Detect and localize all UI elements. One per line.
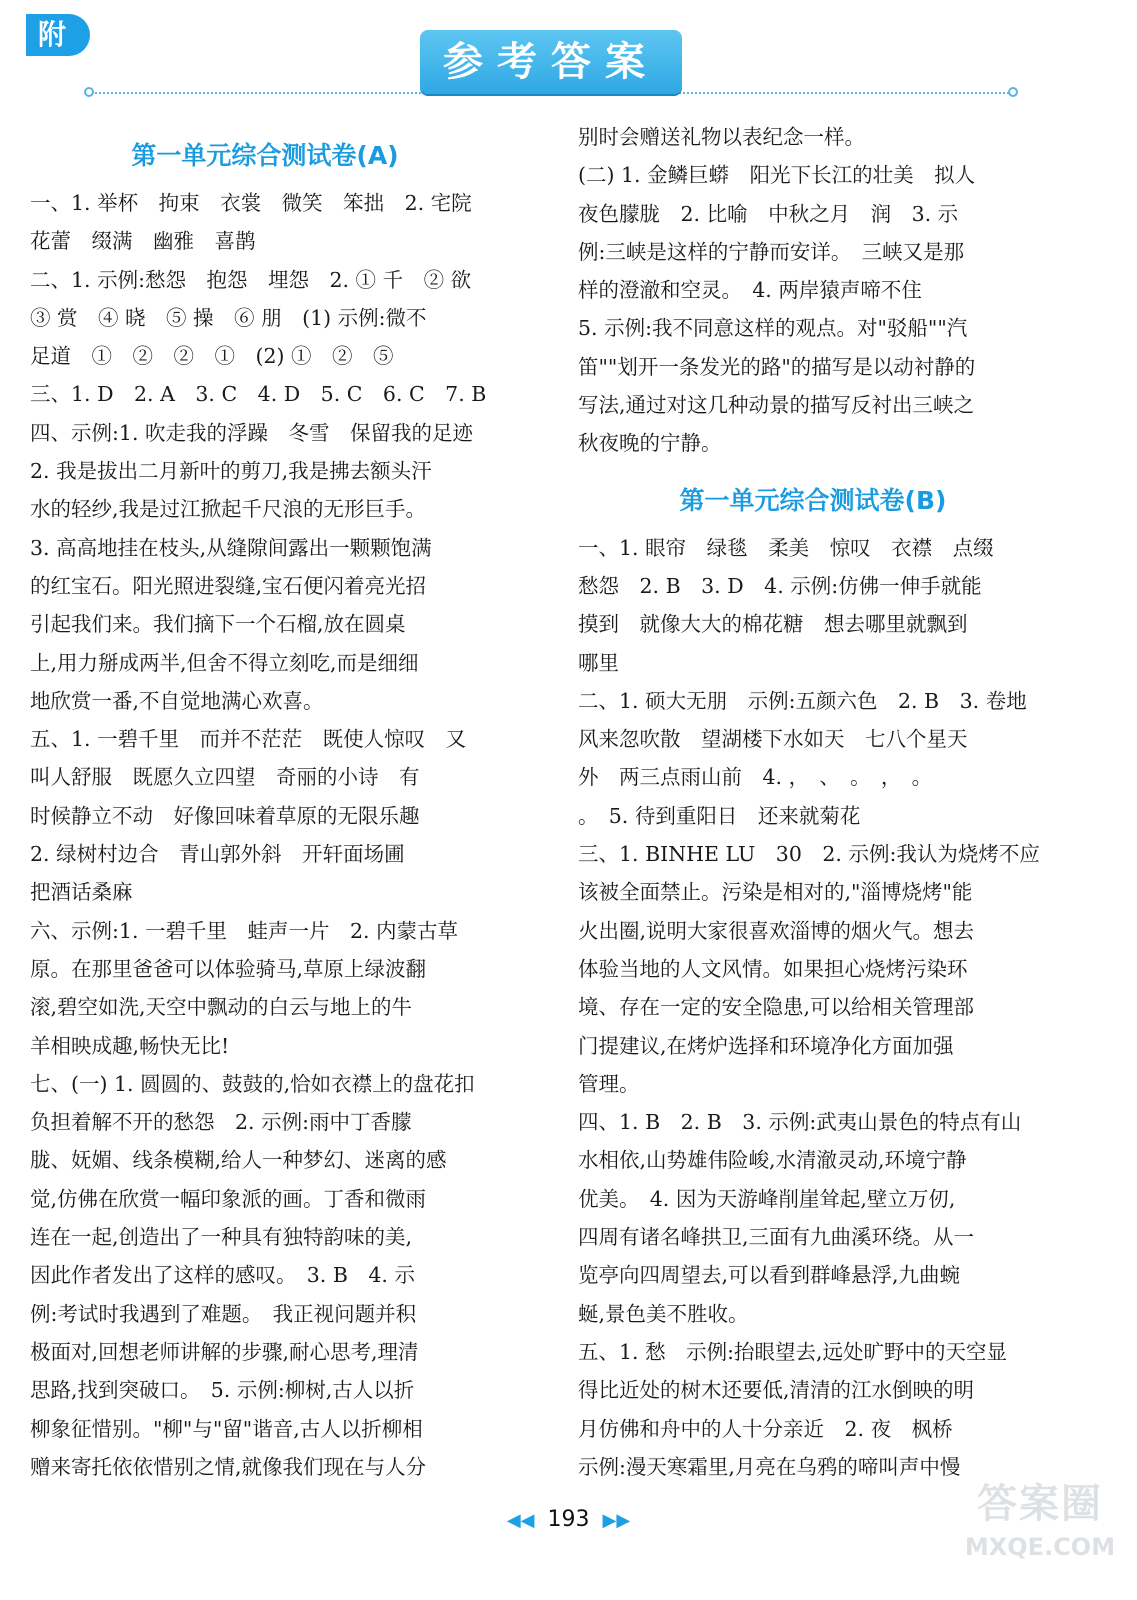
answer-line: 上,用力掰成两半,但舍不得立刻吃,而是细细 bbox=[30, 650, 419, 675]
section-title-a: 第一单元综合测试卷(A) bbox=[131, 141, 399, 170]
answer-line: 2. 我是拔出二月新叶的剪刀,我是拂去额头汗 bbox=[30, 459, 432, 484]
answer-line: 体验当地的人文风情。如果担心烧烤污染环 bbox=[578, 956, 968, 981]
watermark-url: MXQE.COM bbox=[964, 1533, 1116, 1561]
answer-line: 四、1. B 2. B 3. 示例:武夷山景色的特点有山 bbox=[578, 1110, 1022, 1135]
answer-line: 哪里 bbox=[578, 650, 619, 675]
answer-line: 连在一起,创造出了一种具有独特韵味的美, bbox=[30, 1225, 413, 1250]
answer-line: 示例:漫天寒霜里,月亮在乌鸦的啼叫声中慢 bbox=[578, 1454, 961, 1479]
section-title-b: 第一单元综合测试卷(B) bbox=[679, 485, 947, 515]
answer-line: 叫人舒服 既愿久立四望 奇丽的小诗 有 bbox=[30, 765, 420, 790]
answer-line: 胧、妩媚、线条模糊,给人一种梦幻、迷离的感 bbox=[30, 1148, 447, 1173]
answer-line: 该被全面禁止。污染是相对的,"淄博烧烤"能 bbox=[578, 880, 973, 905]
page-banner-title: 参考答案 bbox=[420, 30, 682, 94]
answer-line: 极面对,回想老师讲解的步骤,耐心思考,理清 bbox=[30, 1339, 419, 1364]
answer-line: 水相依,山势雄伟险峻,水清澈灵动,环境宁静 bbox=[578, 1148, 967, 1173]
next-arrow-icon: ▶▶ bbox=[602, 1510, 631, 1531]
answer-line: 把酒话桑麻 bbox=[30, 880, 133, 905]
answer-line: 因此作者发出了这样的感叹。 3. B 4. 示 bbox=[30, 1263, 415, 1288]
answer-line: 三、1. D 2. A 3. C 4. D 5. C 6. C 7. B bbox=[30, 382, 487, 407]
answer-line: 得比近处的树木还要低,清清的江水倒映的明 bbox=[578, 1378, 975, 1403]
answer-line: 夜色朦胧 2. 比喻 中秋之月 润 3. 示 bbox=[578, 201, 959, 226]
answer-line: 五、1. 愁 示例:抬眼望去,远处旷野中的天空显 bbox=[578, 1339, 1007, 1364]
answer-line: 风来忽吹散 望湖楼下水如天 七八个星天 bbox=[578, 727, 968, 752]
appendix-tab: 附 bbox=[26, 14, 90, 56]
answer-line: 一、1. 眼帘 绿毯 柔美 惊叹 衣襟 点缀 bbox=[578, 535, 994, 560]
answer-line: 蜒,景色美不胜收。 bbox=[578, 1301, 749, 1326]
answer-line: 三、1. BINHE LU 30 2. 示例:我认为烧烤不应 bbox=[578, 842, 1040, 867]
page-number: 193 bbox=[547, 1507, 590, 1532]
answer-line: 写法,通过对这几种动景的描写反衬出三峡之 bbox=[578, 393, 975, 418]
watermark-text: 答案圈 bbox=[977, 1481, 1103, 1527]
answer-line: 羊相映成趣,畅快无比! bbox=[30, 1033, 230, 1058]
answer-line: 优美。 4. 因为天游峰削崖耸起,壁立万仞, bbox=[578, 1186, 956, 1211]
answer-line: 四、示例:1. 吹走我的浮躁 冬雪 保留我的足迹 bbox=[30, 420, 473, 445]
answer-line: 管理。 bbox=[578, 1071, 640, 1096]
answer-line: 柳象征惜别。"柳"与"留"谐音,古人以折柳相 bbox=[30, 1416, 423, 1441]
answer-line: 火出圈,说明大家很喜欢淄博的烟火气。想去 bbox=[578, 918, 975, 943]
answer-line: 例:考试时我遇到了难题。 我正视问题并积 bbox=[30, 1301, 417, 1326]
answer-line: ③ 赏 ④ 晓 ⑤ 操 ⑥ 朋 (1) 示例:微不 bbox=[30, 305, 427, 330]
right-answer-lines-bottom bbox=[578, 529, 1048, 1486]
answer-line: 滚,碧空如洗,天空中飘动的白云与地上的牛 bbox=[30, 995, 413, 1020]
answer-line: 原。在那里爸爸可以体验骑马,草原上绿波翻 bbox=[30, 956, 427, 981]
answer-line: 负担着解不开的愁怨 2. 示例:雨中丁香朦 bbox=[30, 1110, 412, 1135]
answer-line: 样的澄澈和空灵。 4. 两岸猿声啼不住 bbox=[578, 278, 922, 303]
answer-line: 觉,仿佛在欣赏一幅印象派的画。丁香和微雨 bbox=[30, 1186, 427, 1211]
answer-line: 水的轻纱,我是过江掀起千尺浪的无形巨手。 bbox=[30, 497, 427, 522]
answer-line: 门提建议,在烤炉选择和环境净化方面加强 bbox=[578, 1033, 954, 1058]
answer-line: 秋夜晚的宁静。 bbox=[578, 431, 722, 456]
answer-line: 花蕾 缀满 幽雅 喜鹊 bbox=[30, 229, 256, 254]
answer-line: 月仿佛和舟中的人十分亲近 2. 夜 枫桥 bbox=[578, 1416, 953, 1441]
answer-line: 愁怨 2. B 3. D 4. 示例:仿佛一伸手就能 bbox=[578, 573, 982, 598]
answer-line: 六、示例:1. 一碧千里 蛙声一片 2. 内蒙古草 bbox=[30, 918, 459, 943]
answer-line: 览亭向四周望去,可以看到群峰悬浮,九曲蜿 bbox=[578, 1263, 961, 1288]
answer-line: 笛""划开一条发光的路"的描写是以动衬静的 bbox=[578, 354, 976, 379]
answer-line: 。 5. 待到重阳日 还来就菊花 bbox=[578, 803, 861, 828]
answer-line: 二、1. 示例:愁怨 抱怨 埋怨 2. ① 千 ② 欲 bbox=[30, 267, 472, 292]
answer-line: 五、1. 一碧千里 而并不茫茫 既使人惊叹 又 bbox=[30, 727, 467, 752]
divider-dot-right bbox=[1008, 87, 1018, 97]
answer-line: (二) 1. 金鳞巨蟒 阳光下长江的壮美 拟人 bbox=[578, 163, 976, 188]
answer-line: 足道 ① ② ② ① (2) ① ② ⑤ bbox=[30, 344, 394, 369]
left-column bbox=[30, 118, 500, 1486]
answer-line: 四周有诸名峰拱卫,三面有九曲溪环绕。从一 bbox=[578, 1225, 975, 1250]
answer-line: 一、1. 举杯 拘束 衣裳 微笑 笨拙 2. 宅院 bbox=[30, 191, 472, 215]
answer-line: 5. 示例:我不同意这样的观点。对"驳船""汽 bbox=[578, 316, 968, 341]
left-answer-lines bbox=[30, 184, 500, 1486]
answer-line: 2. 绿树村边合 青山郭外斜 开轩面场圃 bbox=[30, 842, 405, 867]
divider-dot-left bbox=[84, 87, 94, 97]
answer-line: 地欣赏一番,不自觉地满心欢喜。 bbox=[30, 688, 324, 713]
answer-line: 别时会赠送礼物以表纪念一样。 bbox=[578, 125, 865, 149]
answer-line: 思路,找到突破口。 5. 示例:柳树,古人以折 bbox=[30, 1378, 415, 1403]
answer-line: 的红宝石。阳光照进裂缝,宝石便闪着亮光招 bbox=[30, 573, 427, 598]
answer-line: 3. 高高地挂在枝头,从缝隙间露出一颗颗饱满 bbox=[30, 535, 432, 560]
right-answer-lines-top bbox=[578, 118, 1048, 463]
answer-line: 时候静立不动 好像回味着草原的无限乐趣 bbox=[30, 803, 420, 828]
watermark-logo bbox=[960, 1476, 1120, 1588]
answer-line: 引起我们来。我们摘下一个石榴,放在圆桌 bbox=[30, 612, 406, 637]
right-column bbox=[578, 118, 1048, 1486]
answer-line: 外 两三点雨山前 4. ， 、 。 ， 。 bbox=[578, 765, 933, 790]
answer-line: 七、(一) 1. 圆圆的、鼓鼓的,恰如衣襟上的盘花扣 bbox=[30, 1071, 475, 1096]
prev-arrow-icon: ◀◀ bbox=[506, 1510, 535, 1531]
answer-line: 例:三峡是这样的宁静而安详。 三峡又是那 bbox=[578, 239, 965, 264]
answer-line: 赠来寄托依依惜别之情,就像我们现在与人分 bbox=[30, 1454, 427, 1479]
answer-line: 二、1. 硕大无朋 示例:五颜六色 2. B 3. 卷地 bbox=[578, 688, 1027, 713]
answer-line: 境、存在一定的安全隐患,可以给相关管理部 bbox=[578, 995, 975, 1020]
answer-line: 摸到 就像大大的棉花糖 想去哪里就飘到 bbox=[578, 612, 968, 637]
